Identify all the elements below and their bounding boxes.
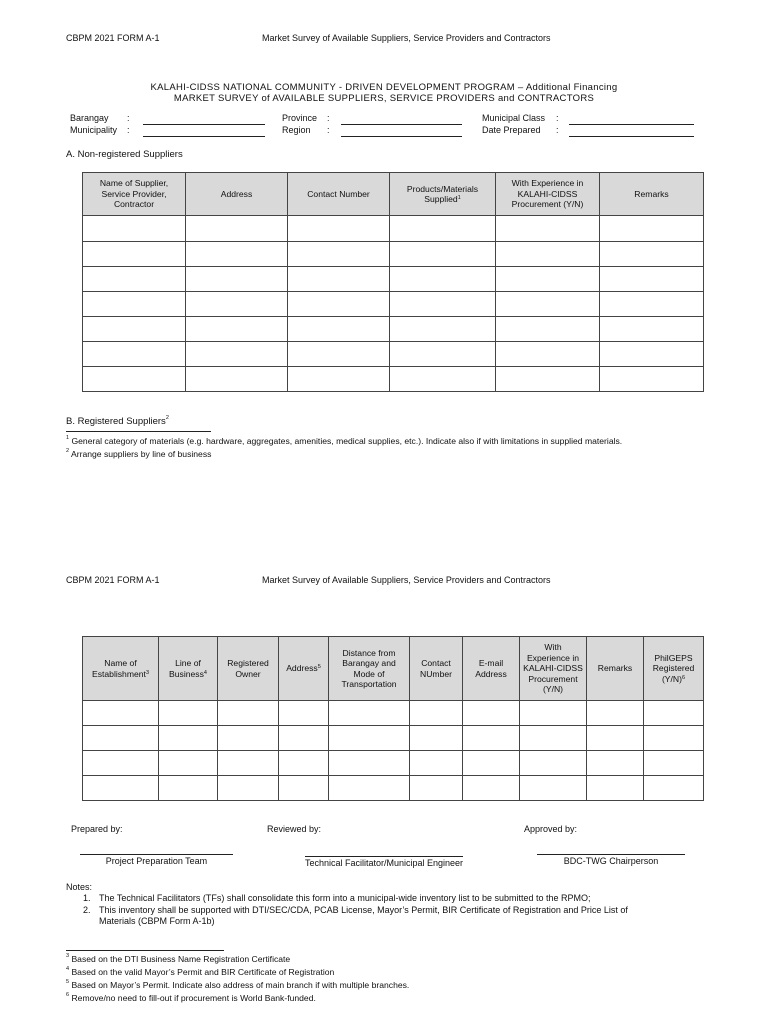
colon: : bbox=[556, 125, 559, 135]
column-header: Contact NUmber bbox=[410, 637, 463, 701]
reviewed-by-label: Reviewed by: bbox=[267, 824, 322, 834]
table-cell[interactable] bbox=[279, 726, 329, 751]
table-cell[interactable] bbox=[288, 216, 390, 242]
table-cell[interactable] bbox=[218, 776, 279, 801]
table-cell[interactable] bbox=[83, 242, 186, 267]
colon: : bbox=[127, 125, 130, 135]
reviewed-signature-line[interactable] bbox=[305, 856, 463, 857]
footnote-5: $^5$ Based on Mayor’s Permit. Indicate also address of main branch if with multiple branches. bbox=[66, 979, 410, 990]
table-cell[interactable] bbox=[159, 751, 218, 776]
table-cell[interactable] bbox=[329, 726, 410, 751]
footnote-6: $^6$ Remove/no need to fill-out if procurement is World Bank-funded. bbox=[66, 992, 316, 1003]
prepared-signature-line[interactable] bbox=[80, 854, 233, 855]
table-row bbox=[83, 701, 704, 726]
date-prepared-field[interactable] bbox=[569, 136, 694, 137]
header-title: Market Survey of Available Suppliers, Service Providers and Contractors bbox=[262, 575, 551, 585]
registered-suppliers-table bbox=[82, 636, 704, 801]
table-cell[interactable] bbox=[390, 367, 496, 392]
table-cell[interactable] bbox=[463, 726, 520, 751]
table-row bbox=[83, 367, 704, 392]
footnote-3: $^3$ Based on the DTI Business Name Registration Certificate bbox=[66, 953, 291, 964]
table-cell[interactable] bbox=[83, 776, 159, 801]
colon: : bbox=[127, 113, 130, 123]
table-cell[interactable] bbox=[520, 701, 587, 726]
table-cell[interactable] bbox=[288, 317, 390, 342]
table-cell[interactable] bbox=[329, 751, 410, 776]
municipal-class-label: Municipal Class bbox=[482, 113, 546, 123]
table-cell[interactable] bbox=[288, 367, 390, 392]
reviewed-role: Technical Facilitator/Municipal Engineer bbox=[304, 858, 464, 868]
table-cell[interactable] bbox=[496, 367, 600, 392]
table-cell[interactable] bbox=[600, 292, 704, 317]
form-code: CBPM 2021 FORM A-1 bbox=[66, 33, 160, 43]
region-field[interactable] bbox=[341, 136, 462, 137]
note-2-text-continued: Materials (CBPM Form A-1b) bbox=[99, 916, 215, 926]
table-cell[interactable] bbox=[159, 776, 218, 801]
table-cell[interactable] bbox=[186, 342, 288, 367]
table-cell[interactable] bbox=[496, 317, 600, 342]
table-cell[interactable] bbox=[587, 726, 644, 751]
table-cell[interactable] bbox=[186, 367, 288, 392]
table-cell[interactable] bbox=[587, 776, 644, 801]
approved-signature-line[interactable] bbox=[537, 854, 685, 855]
column-header: Address bbox=[186, 173, 288, 216]
note-2-number: 2. bbox=[83, 905, 91, 915]
column-header: Remarks bbox=[587, 637, 644, 701]
table-cell[interactable] bbox=[600, 367, 704, 392]
table-cell[interactable] bbox=[83, 726, 159, 751]
table-header-row bbox=[83, 173, 704, 216]
province-field[interactable] bbox=[341, 124, 462, 125]
table-cell[interactable] bbox=[520, 776, 587, 801]
section-b-heading: B. Registered Suppliers$^2$ bbox=[66, 415, 169, 427]
date-prepared-label: Date Prepared bbox=[482, 125, 541, 135]
footnote-separator bbox=[66, 950, 224, 951]
column-header: Distance from Barangay and Mode of Transportation bbox=[329, 637, 410, 701]
table-cell[interactable] bbox=[644, 726, 704, 751]
notes-title: Notes: bbox=[66, 882, 93, 892]
table-cell[interactable] bbox=[600, 216, 704, 242]
table-row bbox=[83, 751, 704, 776]
column-header: Line of Business$^4$ bbox=[159, 637, 218, 701]
table-cell[interactable] bbox=[463, 776, 520, 801]
note-2-text: This inventory shall be supported with DTI/SEC/CDA, PCAB License, Mayor’s Permit, BIR Certificate of Registration and Price List of bbox=[99, 905, 628, 915]
document-title-line2: MARKET SURVEY of AVAILABLE SUPPLIERS, SERVICE PROVIDERS and CONTRACTORS bbox=[173, 93, 595, 104]
table-cell[interactable] bbox=[410, 776, 463, 801]
prepared-by-label: Prepared by: bbox=[71, 824, 123, 834]
colon: : bbox=[556, 113, 559, 123]
section-a-heading: A. Non-registered Suppliers bbox=[66, 149, 183, 160]
table-row bbox=[83, 242, 704, 267]
table-row bbox=[83, 292, 704, 317]
table-cell[interactable] bbox=[83, 367, 186, 392]
table-cell[interactable] bbox=[186, 267, 288, 292]
table-cell[interactable] bbox=[288, 242, 390, 267]
table-cell[interactable] bbox=[520, 751, 587, 776]
column-header: E-mail Address bbox=[463, 637, 520, 701]
table-cell[interactable] bbox=[329, 776, 410, 801]
table-row bbox=[83, 342, 704, 367]
table-row bbox=[83, 726, 704, 751]
table-cell[interactable] bbox=[218, 726, 279, 751]
table-header-row bbox=[83, 637, 704, 701]
barangay-label: Barangay bbox=[70, 113, 109, 123]
region-label: Region bbox=[282, 125, 311, 135]
table-cell[interactable] bbox=[600, 242, 704, 267]
barangay-field[interactable] bbox=[143, 124, 265, 125]
table-cell[interactable] bbox=[600, 267, 704, 292]
table-cell[interactable] bbox=[83, 317, 186, 342]
table-cell[interactable] bbox=[410, 726, 463, 751]
column-header: Remarks bbox=[600, 173, 704, 216]
table-cell[interactable] bbox=[159, 701, 218, 726]
footnote-1: $^1$ General category of materials (e.g. hardware, aggregates, amenities, medical supplies, etc.). Indicate also if with limitations in supplied materials. bbox=[66, 435, 623, 446]
table-cell[interactable] bbox=[496, 216, 600, 242]
table-cell[interactable] bbox=[83, 292, 186, 317]
table-cell[interactable] bbox=[218, 751, 279, 776]
table-cell[interactable] bbox=[390, 242, 496, 267]
table-cell[interactable] bbox=[83, 267, 186, 292]
table-cell[interactable] bbox=[279, 776, 329, 801]
colon: : bbox=[327, 113, 330, 123]
municipality-field[interactable] bbox=[143, 136, 265, 137]
table-cell[interactable] bbox=[390, 267, 496, 292]
table-cell[interactable] bbox=[600, 317, 704, 342]
table-cell[interactable] bbox=[390, 292, 496, 317]
note-1-number: 1. bbox=[83, 893, 91, 903]
table-cell[interactable] bbox=[644, 776, 704, 801]
table-cell[interactable] bbox=[288, 292, 390, 317]
table-cell[interactable] bbox=[83, 216, 186, 242]
table-cell[interactable] bbox=[644, 751, 704, 776]
note-1-text: The Technical Facilitators (TFs) shall consolidate this form into a municipal-wide inventory list to be submitted to the RPMO; bbox=[99, 893, 591, 903]
table-cell[interactable] bbox=[83, 751, 159, 776]
table-cell[interactable] bbox=[329, 701, 410, 726]
column-header: Registered Owner bbox=[218, 637, 279, 701]
table-cell[interactable] bbox=[463, 701, 520, 726]
table-cell[interactable] bbox=[159, 726, 218, 751]
column-header: PhilGEPS Registered $(Y/N)^6$ bbox=[644, 637, 704, 701]
footnote-4: $^4$ Based on the valid Mayor’s Permit and BIR Certificate of Registration bbox=[66, 966, 335, 977]
column-header: With Experience in KALAHI-CIDSS Procurement (Y/N) bbox=[520, 637, 587, 701]
column-header: Address$^5$ bbox=[279, 637, 329, 701]
table-cell[interactable] bbox=[600, 342, 704, 367]
table-cell[interactable] bbox=[463, 751, 520, 776]
table-cell[interactable] bbox=[83, 342, 186, 367]
colon: : bbox=[327, 125, 330, 135]
non-registered-suppliers-table bbox=[82, 172, 704, 392]
table-cell[interactable] bbox=[390, 342, 496, 367]
table-cell[interactable] bbox=[496, 267, 600, 292]
column-header: With Experience in KALAHI-CIDSS Procurement (Y/N) bbox=[496, 173, 600, 216]
footnote-2: $^2$ Arrange suppliers by line of business bbox=[66, 448, 212, 459]
approved-by-label: Approved by: bbox=[524, 824, 578, 834]
column-header: Contact Number bbox=[288, 173, 390, 216]
table-cell[interactable] bbox=[587, 701, 644, 726]
table-cell[interactable] bbox=[218, 701, 279, 726]
form-code: CBPM 2021 FORM A-1 bbox=[66, 575, 160, 585]
table-cell[interactable] bbox=[496, 242, 600, 267]
table-cell[interactable] bbox=[410, 701, 463, 726]
table-row bbox=[83, 776, 704, 801]
table-cell[interactable] bbox=[520, 726, 587, 751]
table-cell[interactable] bbox=[83, 701, 159, 726]
table-cell[interactable] bbox=[496, 342, 600, 367]
table-cell[interactable] bbox=[288, 267, 390, 292]
table-cell[interactable] bbox=[587, 751, 644, 776]
column-header: Name of Establishment$^3$ bbox=[83, 637, 159, 701]
table-cell[interactable] bbox=[390, 216, 496, 242]
table-cell[interactable] bbox=[496, 292, 600, 317]
table-cell[interactable] bbox=[279, 701, 329, 726]
province-label: Province bbox=[282, 113, 318, 123]
header-title: Market Survey of Available Suppliers, Service Providers and Contractors bbox=[262, 33, 551, 43]
municipal-class-field[interactable] bbox=[569, 124, 694, 125]
column-header: Products/Materials Supplied$^1$ bbox=[390, 173, 496, 216]
document-title-line1: KALAHI-CIDSS NATIONAL COMMUNITY - DRIVEN DEVELOPMENT PROGRAM – Additional Financing bbox=[150, 82, 618, 93]
prepared-role: Project Preparation Team bbox=[105, 856, 208, 866]
table-cell[interactable] bbox=[410, 751, 463, 776]
table-cell[interactable] bbox=[288, 342, 390, 367]
table-cell[interactable] bbox=[186, 317, 288, 342]
footnote-separator bbox=[66, 431, 211, 432]
municipality-label: Municipality bbox=[70, 125, 118, 135]
column-header: Name of Supplier, Service Provider, Contractor bbox=[83, 173, 186, 216]
approved-role: BDC-TWG Chairperson bbox=[563, 856, 659, 866]
table-cell[interactable] bbox=[186, 292, 288, 317]
table-row bbox=[83, 216, 704, 242]
table-cell[interactable] bbox=[644, 701, 704, 726]
table-cell[interactable] bbox=[186, 242, 288, 267]
table-cell[interactable] bbox=[186, 216, 288, 242]
table-cell[interactable] bbox=[390, 317, 496, 342]
table-cell[interactable] bbox=[279, 751, 329, 776]
table-row bbox=[83, 267, 704, 292]
table-row bbox=[83, 317, 704, 342]
